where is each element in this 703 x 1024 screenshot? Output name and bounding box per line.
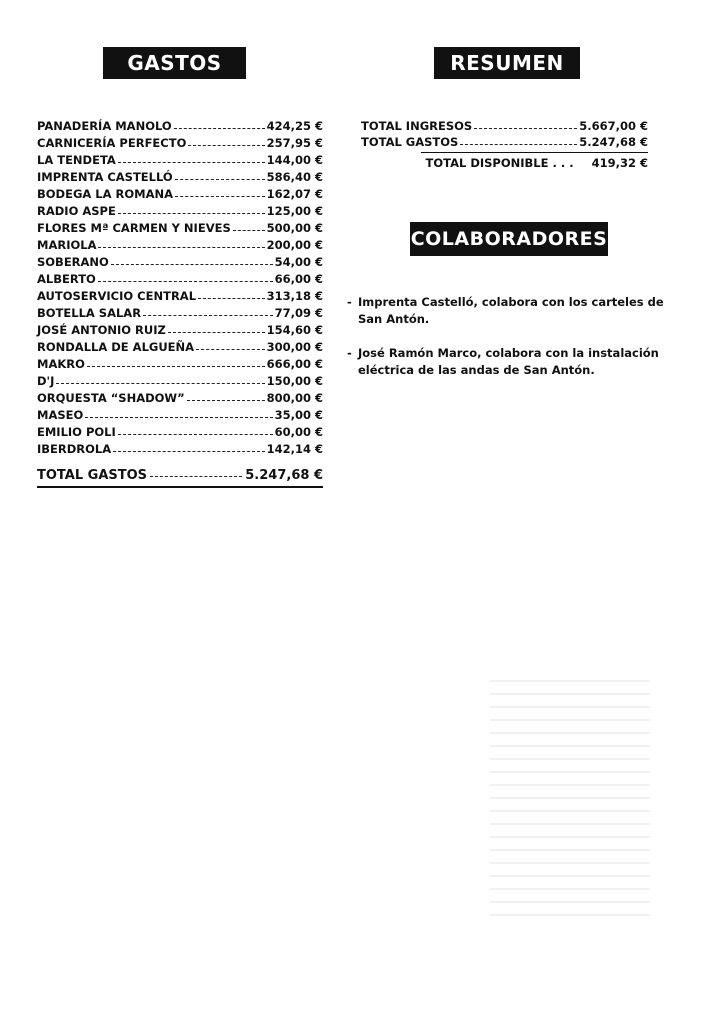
expense-name: D'J xyxy=(37,374,55,388)
expense-name: AUTOSERVICIO CENTRAL xyxy=(37,289,197,303)
expense-row xyxy=(37,255,323,272)
expense-amount: 800,00 € xyxy=(266,391,323,405)
expense-row xyxy=(37,272,323,289)
summary-row-disponible xyxy=(361,156,648,174)
expense-row xyxy=(37,289,323,306)
expense-row xyxy=(37,323,323,340)
leader-dots xyxy=(168,332,265,333)
expense-name: JOSÉ ANTONIO RUIZ xyxy=(37,323,166,337)
expense-row xyxy=(37,170,323,187)
expense-amount: 144,00 € xyxy=(266,153,323,167)
disponible-label: TOTAL DISPONIBLE . . . xyxy=(425,156,574,170)
leader-dots xyxy=(196,349,265,350)
leader-dots xyxy=(143,315,273,316)
leader-dots xyxy=(98,281,273,282)
leader-dots xyxy=(118,162,265,163)
total-gastos-row xyxy=(37,468,323,488)
leader-dots xyxy=(111,264,273,265)
total-gastos-amount: 5.247,68 € xyxy=(245,468,323,483)
expense-name: ALBERTO xyxy=(37,272,96,286)
leader-dots xyxy=(460,144,577,145)
bleed-through-shadow xyxy=(490,680,650,920)
colaborador-text: José Ramón Marco, colabora con la instalación eléctrica de las andas de San Antón. xyxy=(358,346,659,377)
summary-row-gastos xyxy=(361,135,648,151)
disponible-amount: 419,32 € xyxy=(591,156,648,170)
expense-amount: 500,00 € xyxy=(266,221,323,235)
expense-name: CARNICERÍA PERFECTO xyxy=(37,136,187,150)
leader-dots xyxy=(175,179,265,180)
expense-amount: 313,18 € xyxy=(266,289,323,303)
leader-dots xyxy=(118,213,265,214)
expense-name: LA TENDETA xyxy=(37,153,116,167)
expense-name: EMILIO POLI xyxy=(37,425,116,439)
resumen-summary xyxy=(361,119,648,174)
expense-row xyxy=(37,357,323,374)
colaboradores-list xyxy=(347,294,677,396)
ingresos-label: TOTAL INGRESOS xyxy=(361,119,473,133)
leader-dots xyxy=(474,128,577,129)
expense-row xyxy=(37,221,323,238)
expense-name: BOTELLA SALAR xyxy=(37,306,142,320)
expense-row xyxy=(37,442,323,459)
expense-name: IMPRENTA CASTELLÓ xyxy=(37,170,173,184)
expense-name: IBERDROLA xyxy=(37,442,112,456)
leader-dots xyxy=(187,400,265,401)
expense-name: MASEO xyxy=(37,408,84,422)
leader-dots xyxy=(188,145,264,146)
resumen-heading: RESUMEN xyxy=(434,47,580,79)
summary-row-ingresos xyxy=(361,119,648,135)
expense-row xyxy=(37,408,323,425)
expense-row xyxy=(37,136,323,153)
expense-amount: 60,00 € xyxy=(274,425,323,439)
expense-row xyxy=(37,238,323,255)
leader-dots xyxy=(174,128,265,129)
leader-dots xyxy=(198,298,265,299)
ingresos-amount: 5.667,00 € xyxy=(579,119,648,133)
leader-dots xyxy=(118,434,273,435)
expense-name: BODEGA LA ROMANA xyxy=(37,187,174,201)
gastos-amount: 5.247,68 € xyxy=(579,135,648,149)
expense-row xyxy=(37,306,323,323)
expense-name: RADIO ASPE xyxy=(37,204,116,218)
expense-name: MARIOLA xyxy=(37,238,97,252)
expense-amount: 300,00 € xyxy=(266,340,323,354)
expense-amount: 666,00 € xyxy=(266,357,323,371)
expense-name: FLORES Mª CARMEN Y NIEVES xyxy=(37,221,231,235)
expense-list xyxy=(37,119,323,459)
expense-row xyxy=(37,204,323,221)
expense-amount: 150,00 € xyxy=(266,374,323,388)
total-gastos-label: TOTAL GASTOS xyxy=(37,468,148,483)
expense-amount: 154,60 € xyxy=(266,323,323,337)
bullet-dash: - xyxy=(347,295,352,309)
leader-dots xyxy=(150,476,242,477)
colaboradores-heading: COLABORADORES xyxy=(410,222,608,256)
list-item xyxy=(347,345,677,379)
expense-amount: 77,09 € xyxy=(274,306,323,320)
gastos-heading: GASTOS xyxy=(103,47,246,79)
bullet-dash: - xyxy=(347,346,352,360)
expense-row xyxy=(37,340,323,357)
expense-amount: 200,00 € xyxy=(266,238,323,252)
expense-row xyxy=(37,187,323,204)
expense-amount: 142,14 € xyxy=(266,442,323,456)
expense-amount: 125,00 € xyxy=(266,204,323,218)
gastos-label: TOTAL GASTOS xyxy=(361,135,459,149)
expense-row xyxy=(37,153,323,170)
colaborador-text: Imprenta Castelló, colabora con los carteles de San Antón. xyxy=(358,295,664,326)
expense-row xyxy=(37,374,323,391)
expense-amount: 162,07 € xyxy=(266,187,323,201)
leader-dots xyxy=(175,196,265,197)
leader-dots xyxy=(56,383,264,384)
leader-dots xyxy=(113,451,264,452)
expense-name: ORQUESTA “SHADOW” xyxy=(37,391,185,405)
expense-name: PANADERÍA MANOLO xyxy=(37,119,172,133)
expense-amount: 257,95 € xyxy=(266,136,323,150)
expense-name: MAKRO xyxy=(37,357,85,371)
leader-dots xyxy=(85,417,272,418)
expense-amount: 586,40 € xyxy=(266,170,323,184)
leader-dots xyxy=(87,366,265,367)
expense-amount: 424,25 € xyxy=(266,119,323,133)
expense-amount: 35,00 € xyxy=(274,408,323,422)
list-item xyxy=(347,294,677,328)
expense-name: RONDALLA DE ALGUEÑA xyxy=(37,340,195,354)
expense-row xyxy=(37,391,323,408)
expense-amount: 54,00 € xyxy=(274,255,323,269)
leader-dots xyxy=(98,247,264,248)
summary-divider xyxy=(421,152,648,153)
expense-row xyxy=(37,425,323,442)
leader-dots xyxy=(233,230,265,231)
expense-row xyxy=(37,119,323,136)
expense-amount: 66,00 € xyxy=(274,272,323,286)
expense-name: SOBERANO xyxy=(37,255,109,269)
